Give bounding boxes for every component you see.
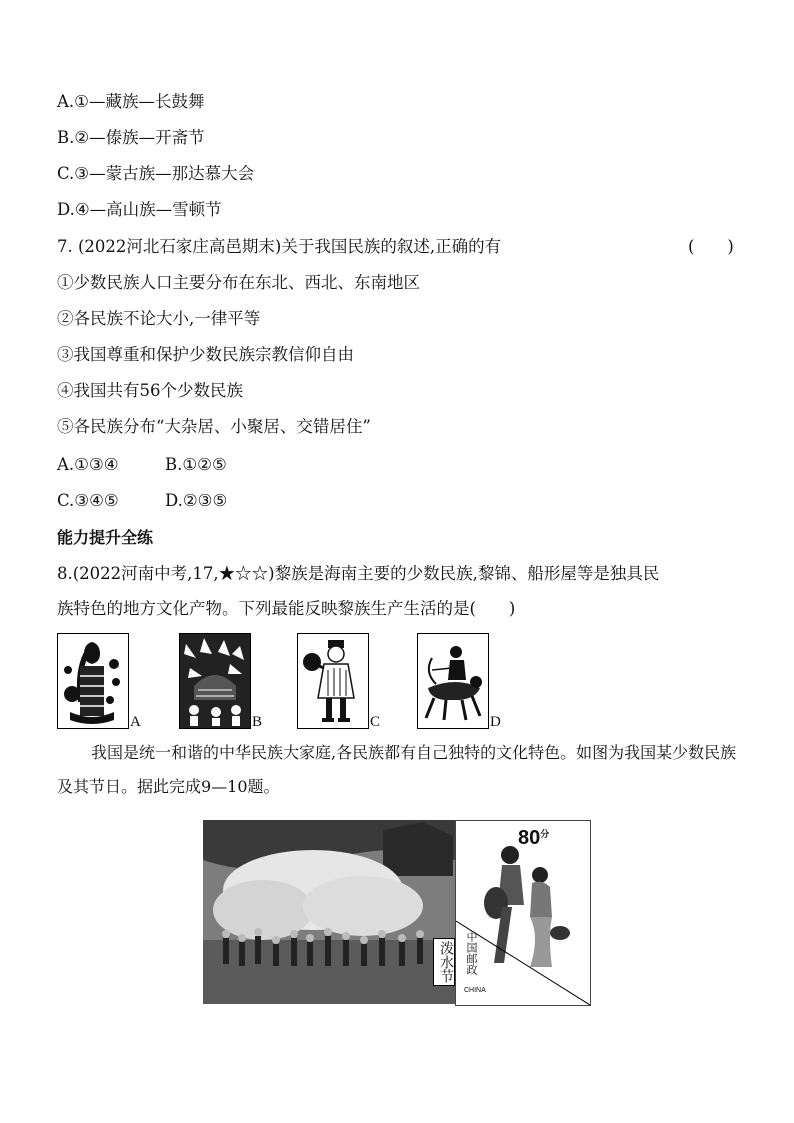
festival-caption: 泼水节 xyxy=(433,938,455,986)
q8-picture-b-label: B xyxy=(252,714,263,730)
q8-picture-d-label: D xyxy=(490,714,501,730)
q8-picture-c-label: C xyxy=(370,714,381,730)
q8-picture-c xyxy=(297,633,369,729)
q6-option-c: C.③—蒙古族—那达慕大会 xyxy=(57,164,255,183)
stamp-country: 中国邮政 xyxy=(465,931,478,975)
q6-option-d: D.④—高山族—雪顿节 xyxy=(57,200,222,219)
festival-stamp xyxy=(455,820,591,1006)
stamp-value: $80^分$ xyxy=(518,827,550,849)
q7-option-a: A.①③④ xyxy=(57,455,119,474)
q7-options-row-1 xyxy=(57,454,227,476)
q7-item-4: ④我国共有56个少数民族 xyxy=(57,381,243,400)
q7-item-2: ②各民族不论大小,一律平等 xyxy=(57,309,261,328)
q7-item-3: ③我国尊重和保护少数民族宗教信仰自由 xyxy=(57,345,354,364)
q7-option-b: B.①②⑤ xyxy=(165,455,227,474)
q6-option-b: B.②—傣族—开斋节 xyxy=(57,128,205,147)
q6-option-a: A.①—藏族—长鼓舞 xyxy=(57,92,205,111)
section-title: 能力提升全练 xyxy=(57,528,154,547)
intro-paragraph: 我国是统一和谐的中华民族大家庭,各民族都有自己独特的文化特色。如图为我国某少数民族及其节日。据此完成9—10题。 xyxy=(57,743,737,796)
water-festival-photo xyxy=(203,820,455,1004)
q8-stem-line-1: 8.(2022河南中考,17,★☆☆)黎族是海南主要的少数民族,黎锦、船形屋等是独具民 xyxy=(57,564,660,583)
q8-picture-a-label: A xyxy=(130,714,141,730)
q7-answer-bracket: ( ) xyxy=(688,237,734,256)
q7-item-1: ①少数民族人口主要分布在东北、西北、东南地区 xyxy=(57,273,420,292)
q7-item-5: ⑤各民族分布“大杂居、小聚居、交错居住” xyxy=(57,417,371,436)
q8-picture-b xyxy=(179,633,251,729)
q8-picture-a xyxy=(57,633,129,729)
q7-options-row-2 xyxy=(57,490,227,512)
q7-stem: 7. (2022河北石家庄高邑期末)关于我国民族的叙述,正确的有 xyxy=(57,237,502,256)
q8-picture-d xyxy=(417,633,489,729)
q8-stem-line-2: 族特色的地方文化产物。下列最能反映黎族生产生活的是( ) xyxy=(57,599,516,618)
stamp-country-en: CHINA xyxy=(464,987,486,994)
q7-option-c: C.③④⑤ xyxy=(57,491,119,510)
q7-option-d: D.②③⑤ xyxy=(165,491,228,510)
